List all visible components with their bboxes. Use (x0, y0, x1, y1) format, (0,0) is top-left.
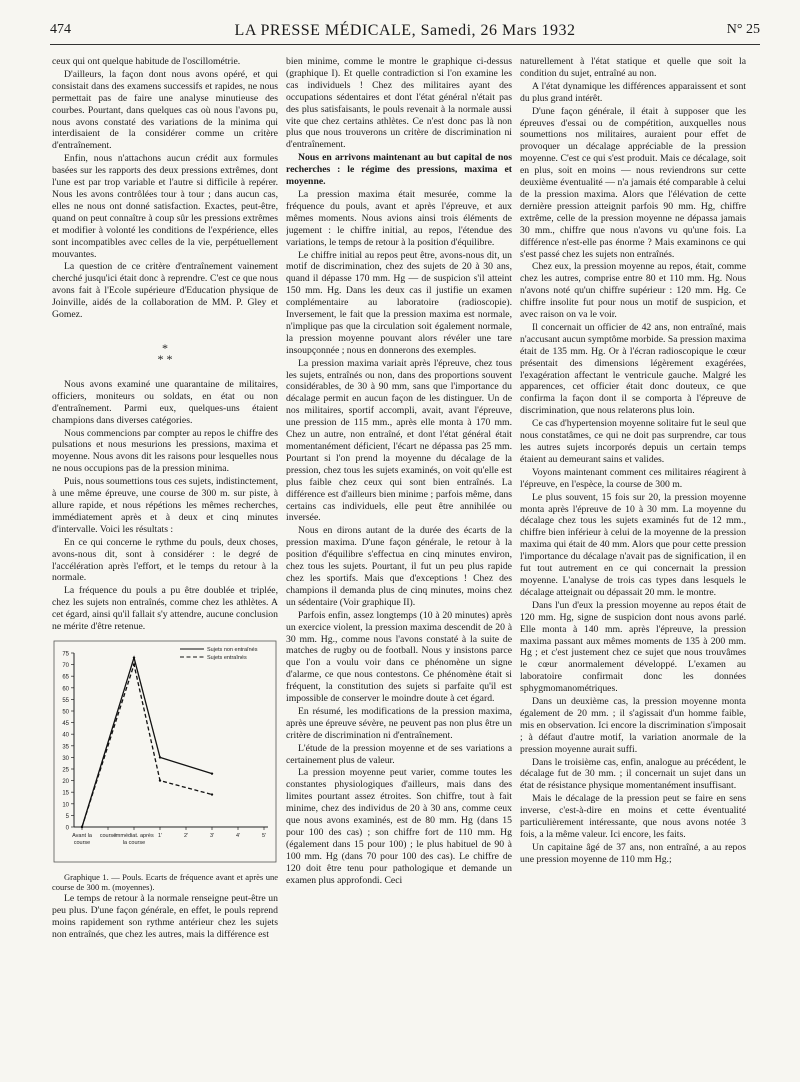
figure-graph-1 (52, 639, 278, 868)
y-tick-label: 15 (62, 790, 69, 797)
x-tick-label: 5' (261, 832, 267, 839)
paragraph: A l'état dynamique les différences apparaissent et sont du plus grand intérêt. (520, 80, 746, 104)
paragraph: naturellement à l'état statique et quelle que soit la condition du sujet, entraîné au non. (520, 56, 746, 79)
paragraph: D'une façon générale, il était à supposer que les épreuves d'essai ou de compétition, auxquelles nous soumettions nos militaires, auraient pour effet de provoquer un décalage appréciable de la pression moyenne. C'est ce qui s'est produit. Mais ce décalage, soit en plus, soit en moins — nous reviendrons sur cette deuxième éventualité — n'a jamais été comparable à celui de la pression maxima. Alors que l'élévation de cette dernière pression atteignit parfois 90 mm. Hg, chiffre extrême, celle de la pression moyenne ne dépassa jamais 30 mm., chiffre que nous n'avons vu qu'une fois. La différence n'est-elle pas énorme ? Mais examinons ce qui s'est passé chez les sujets non entraînés. (520, 105, 746, 260)
x-tick-label: 3' (209, 832, 215, 839)
issue-number: N° 25 (726, 22, 760, 37)
x-tick-label: la course (122, 839, 146, 846)
x-tick-label: course (99, 832, 117, 839)
y-tick-label: 65 (62, 674, 69, 681)
column-1 (52, 56, 278, 1078)
paragraph: Voyons maintenant comment ces militaires réagirent à l'épreuve, en l'espèce, la course de 300 m. (520, 466, 746, 490)
data-point (133, 663, 135, 665)
data-point (211, 793, 213, 795)
paragraph: L'étude de la pression moyenne et de ses variations a certainement plus de valeur. (286, 742, 512, 766)
paragraph: Le temps de retour à la normale renseigne peut-être un peu plus. D'une façon générale, en effet, le pouls reprend moins rapidement son rythme antérieur chez les sujets non entraînés, que chez les autres, mais la différence est (52, 892, 278, 940)
paragraph: Le chiffre initial au repos peut être, avons-nous dit, un motif de discrimination, chez des sujets de 20 à 30 ans, quand il dépasse 170 mm. Hg — de suspicion s'il atteint 150 mm. Hg. Dans les deux cas il justifie un examen complémentaire au laboratoire (radioscopie). Inversement, le fait que la pression maxima est normale, n'implique pas que la circulation soit également normale, la pression moyenne pouvant alors révéler une tare insoupçonnée ; nous en donnerons des exemples. (286, 249, 512, 356)
paragraph: Nous commencions par compter au repos le chiffre des pulsations et nous mesurions les pressions, maxima et moyenne. Nous avons dit les raisons pour lesquelles nous ne nous occupions pas de la pression minima. (52, 427, 278, 475)
paragraph: La question de ce critère d'entraînement vainement cherché jusqu'ici était donc à reprendre. C'est ce que nous avons fait à l'Ecole supérieure d'Education physique de Joinville, aidés de la collaboration de MM. P. Gley et Gomez. (52, 261, 278, 321)
paragraph: Dans un deuxième cas, la pression moyenne monta également de 20 mm. ; il s'agissait d'un homme faible, mis en observation. Ici encore la discrimination s'imposait ; à défaut d'autre motif, la variation anormale de la pression moyenne aurait suffi. (520, 696, 746, 755)
y-tick-label: 5 (65, 813, 69, 820)
y-tick-label: 70 (62, 663, 69, 670)
y-tick-label: 60 (62, 686, 69, 693)
y-tick-label: 40 (62, 732, 69, 739)
y-tick-label: 20 (62, 779, 69, 786)
data-point (81, 826, 83, 828)
series-line (82, 665, 212, 827)
paragraph: Mais le décalage de la pression peut se faire en sens inverse, c'est-à-dire en moins et cette éventualité particulièrement intéressante, que nous avons notée 3 fois, a la même valeur. Ici encore, les faits. (520, 793, 746, 840)
y-tick-label: 35 (62, 744, 69, 751)
y-tick-label: 50 (62, 709, 69, 716)
y-tick-label: 55 (62, 697, 69, 704)
paragraph: Nous avons examiné une quarantaine de militaires, officiers, moniteurs ou soldats, en état ou non d'entraînement. Parmi eux, quelques-uns étaient champions dans diverses catégories. (52, 378, 278, 426)
paragraph: La pression maxima variait après l'épreuve, chez tous les sujets, entraînés ou non, dans des proportions souvent considérables, de 30 à 90 mm, sans que l'importance du décalage permit en aucun façon de les distinguer. Un de nos militaires, sportif accompli, avait, avant l'épreuve, une pression de 115 mm., après elle monta à 170 mm. Chez un autre, non entraîné, et dont l'état général était momentanément déficient, l'écart ne dépassa pas 25 mm. Pourtant si l'on prend la moyenne du décalage de la pression, chez tous les sujets examinés, on voit qu'elle est plus faible chez ceux qui sont bien entraînés. La différence est d'ailleurs bien minime ; parfois même, dans certains cas individuels, elle peut être annihilée ou inversée. (286, 357, 512, 524)
x-tick-label: 1' (157, 832, 163, 839)
paragraph: La fréquence du pouls a pu être doublée et triplée, chez les sujets non entraînés, comme chez les athlètes. A cet égard, ainsi qu'il fallait s'y attendre, aucune conclusion ne mérite d'être retenue. (52, 585, 278, 633)
paragraph: Il concernait un officier de 42 ans, non entraîné, mais n'accusant aucun symptôme morbide. Sa pression maxima était de 135 mm. Hg. Or à l'écran radioscopique le cœur présentait des dimensions légèrement exagérées, l'exagération affectant le ventricule gauche. Malgré les apparences, cet officier était donc douteux, ce que confirma la façon dont il se comporta à l'épreuve de discrimination, que nous relaterons plus loin. (520, 321, 746, 417)
legend-label: Sujets entraînés (207, 654, 247, 661)
paragraph: Ce cas d'hypertension moyenne solitaire fut le seul que nous constatâmes, ce qui ne doit pas surprendre, car tous les autres sujets incorporés depuis un certain temps étaient au demeurant sains et valides. (520, 418, 746, 465)
section-separator: * * * (157, 340, 173, 366)
paragraph: Nous en arrivons maintenant au but capital de nos recherches : le régime des pressions, maxima et moyenne. (286, 152, 512, 188)
y-tick-label: 0 (65, 825, 69, 832)
paragraph: Dans le troisième cas, enfin, analogue au précédent, le décalage fut de 30 mm. ; il concernait un sujet dans un état de résistance physique momentanément insuffisant. (520, 756, 746, 792)
paragraph: Chez eux, la pression moyenne au repos, était, comme chez les autres, comprise entre 80 et 110 mm. Hg. Nous n'avons noté qu'un chiffre supérieur : 120 mm. Hg. Ce chiffre insolite fut pour nous un motif de suspicion, et avec raison on va le voir. (520, 261, 746, 321)
y-tick-label: 75 (62, 651, 69, 658)
data-point (211, 772, 213, 774)
data-point (159, 779, 161, 781)
journal-title: LA PRESSE MÉDICALE, Samedi, 26 Mars 1932 (234, 22, 576, 39)
paragraph: Enfin, nous n'attachons aucun crédit aux formules basées sur les rapports des deux pressions extrêmes, dont l'une est par trop variable et l'autre si difficile à repérer. Nous les avons contrôlées tour à tour ; dans aucun cas, elles ne nous ont donné satisfaction. Exactes, peut-être, quand on peut connaître à coup sûr les pressions extrêmes et modifier à volonté les conditions de l'expérience, elles sont incompatibles avec celles de la vie, perpétuellement mouvantes. (52, 153, 278, 260)
x-tick-label: Avant la (72, 832, 92, 839)
series-line (82, 658, 212, 827)
paragraph: En ce qui concerne le rythme du pouls, deux choses, avons-nous dit, sont à considérer : le degré de l'accélération après l'effort, et le temps du retour à la normale. (52, 536, 278, 584)
legend-label: Sujets non entraînés (207, 646, 258, 653)
paragraph: Un capitaine âgé de 37 ans, non entraîné, a au repos une pression moyenne de 110 mm Hg.; (520, 841, 746, 865)
y-tick-label: 25 (62, 767, 69, 774)
page-number: 474 (50, 22, 71, 37)
header-rule (50, 44, 760, 45)
paragraph: ceux qui ont quelque habitude de l'oscillométrie. (52, 56, 241, 67)
page-header (50, 22, 760, 44)
y-tick-label: 45 (62, 721, 69, 728)
column-3 (520, 56, 746, 1078)
data-point (159, 756, 161, 758)
y-tick-label: 10 (62, 802, 69, 809)
paragraph: Le plus souvent, 15 fois sur 20, la pression moyenne monta après l'épreuve de 10 à 30 mm. La moyenne du décalage chez tous les sujets examinés fut de 12 mm., chiffre bien inférieur à celui de la moyenne de la pression maxima qui était de 40 mm. Alors que pour cette pression l'importance du décalage n'avait pas de signification, il en fut tout autrement en ce qui concernait la pression moyenne. L'analyse de trois cas types dans lesquels le décalage atteignait ou dépassait 20 mm. le montre. (520, 491, 746, 598)
x-tick-label: 2' (183, 832, 189, 839)
figure-caption: Graphique 1. — Pouls. Ecarts de fréquence avant et après une course de 300 m. (moyennes). (52, 871, 278, 892)
paragraph: D'ailleurs, la façon dont nous avons opéré, et qui consistait dans des examens successifs et rapides, ne nous permettait pas de faire une analyse minutieuse des courbes. Pourtant, dans quelques cas où nous l'avons pu, nous avons constaté des variations de la minima qui interdisaient de la considérer comme un critère d'entraînement. (52, 68, 278, 152)
paragraph: Puis, nous soumettions tous ces sujets, indistinctement, à une même épreuve, une course de 300 m. sur piste, à allure rapide, et nous répétions les mêmes recherches, immédiatement après et à deux et cinq minutes d'intervalle. Voici les résultats : (52, 476, 278, 535)
paragraph: Dans l'un d'eux la pression moyenne au repos était de 120 mm. Hg, signe de suspicion dont nous avons parlé. Elle monta à 140 mm. après l'épreuve, la pression maxima passant aux mêmes moments de 135 à 200 mm. Hg ; et c'est justement chez ce sujet que nous trouvâmes le cœur anormalement développé. L'examen au laboratoire confirmait donc les données sphygmomanométriques. (520, 599, 746, 695)
paragraph: La pression maxima était mesurée, comme la fréquence du pouls, avant et après l'épreuve, et aux mêmes moments. Nous avions ainsi trois éléments de jugement : le chiffre initial, au repos, l'étendue des variations, le temps de retour à la position d'équilibre. (286, 188, 512, 248)
paragraph: bien minime, comme le montre le graphique ci-dessus (graphique I). Et quelle contradiction si l'on examine les cas individuels ! Chez des militaires ayant des occupations sédentaires et dont l'état général n'était pas des plus satisfaisants, le pouls revenait à la normale aussi vite que chez certains athlètes. Ce n'est donc pas là non plus que nous trouverons un critère de discrimination ni d'entraînement. (286, 56, 512, 151)
pulse-chart (52, 639, 278, 864)
x-tick-label: course (73, 839, 91, 846)
x-tick-label: 4' (235, 832, 241, 839)
paragraph: En résumé, les modifications de la pression maxima, après une épreuve sévère, ne peuvent pas non plus être un critère de discrimination ni d'entraînement. (286, 705, 512, 741)
column-2 (286, 56, 512, 1078)
y-tick-label: 30 (62, 755, 69, 762)
paragraph: Parfois enfin, assez longtemps (10 à 20 minutes) après un exercice violent, la pression maxima descendit de 20 à 30 mm. Hg., comme nous l'avons constaté à la suite de matches de rugby ou de football. Nous y insistons parce que l'on a voulu voir dans ce phénomène un signe d'alarme, ce que nous contestons. Ce phénomène était si fréquent, la constitution des sujets si parfaite qu'il est impossible de conserver le moindre doute à cet égard. (286, 609, 512, 705)
paragraph: La pression moyenne peut varier, comme toutes les constantes physiologiques d'ailleurs, mais dans des limites pourtant assez étroites. Son chiffre, tout à fait minime, chez des individus de 20 à 30 ans, comme ceux que nous avons examinés, est de 80 mm. Hg (dans 15 pour 100 des cas) ; son chiffre fort de 110 mm. Hg (également dans 15 pour 100) ; le plus habituel de 90 à 100 mm. Hg (dans 70 pour 100 des cas). Le chiffre de 120 doit être tenu pour pathologique et demande un examen plus approfondi. Ceci (286, 767, 512, 886)
x-tick-label: Immédiat. après (114, 832, 154, 839)
chart-frame (54, 641, 276, 862)
paragraph: Nous en dirons autant de la durée des écarts de la pression maxima. D'une façon générale, le retour à la position d'équilibre s'effectua en cinq minutes environ, chez tous les sujets. Pourtant, il fut un peu plus rapide chez les sportifs. Mais que d'exceptions ! Chez des champions il demanda plus de cinq minutes, moins chez un sédentaire (Voir graphique II). (286, 525, 512, 608)
data-point (133, 656, 135, 658)
